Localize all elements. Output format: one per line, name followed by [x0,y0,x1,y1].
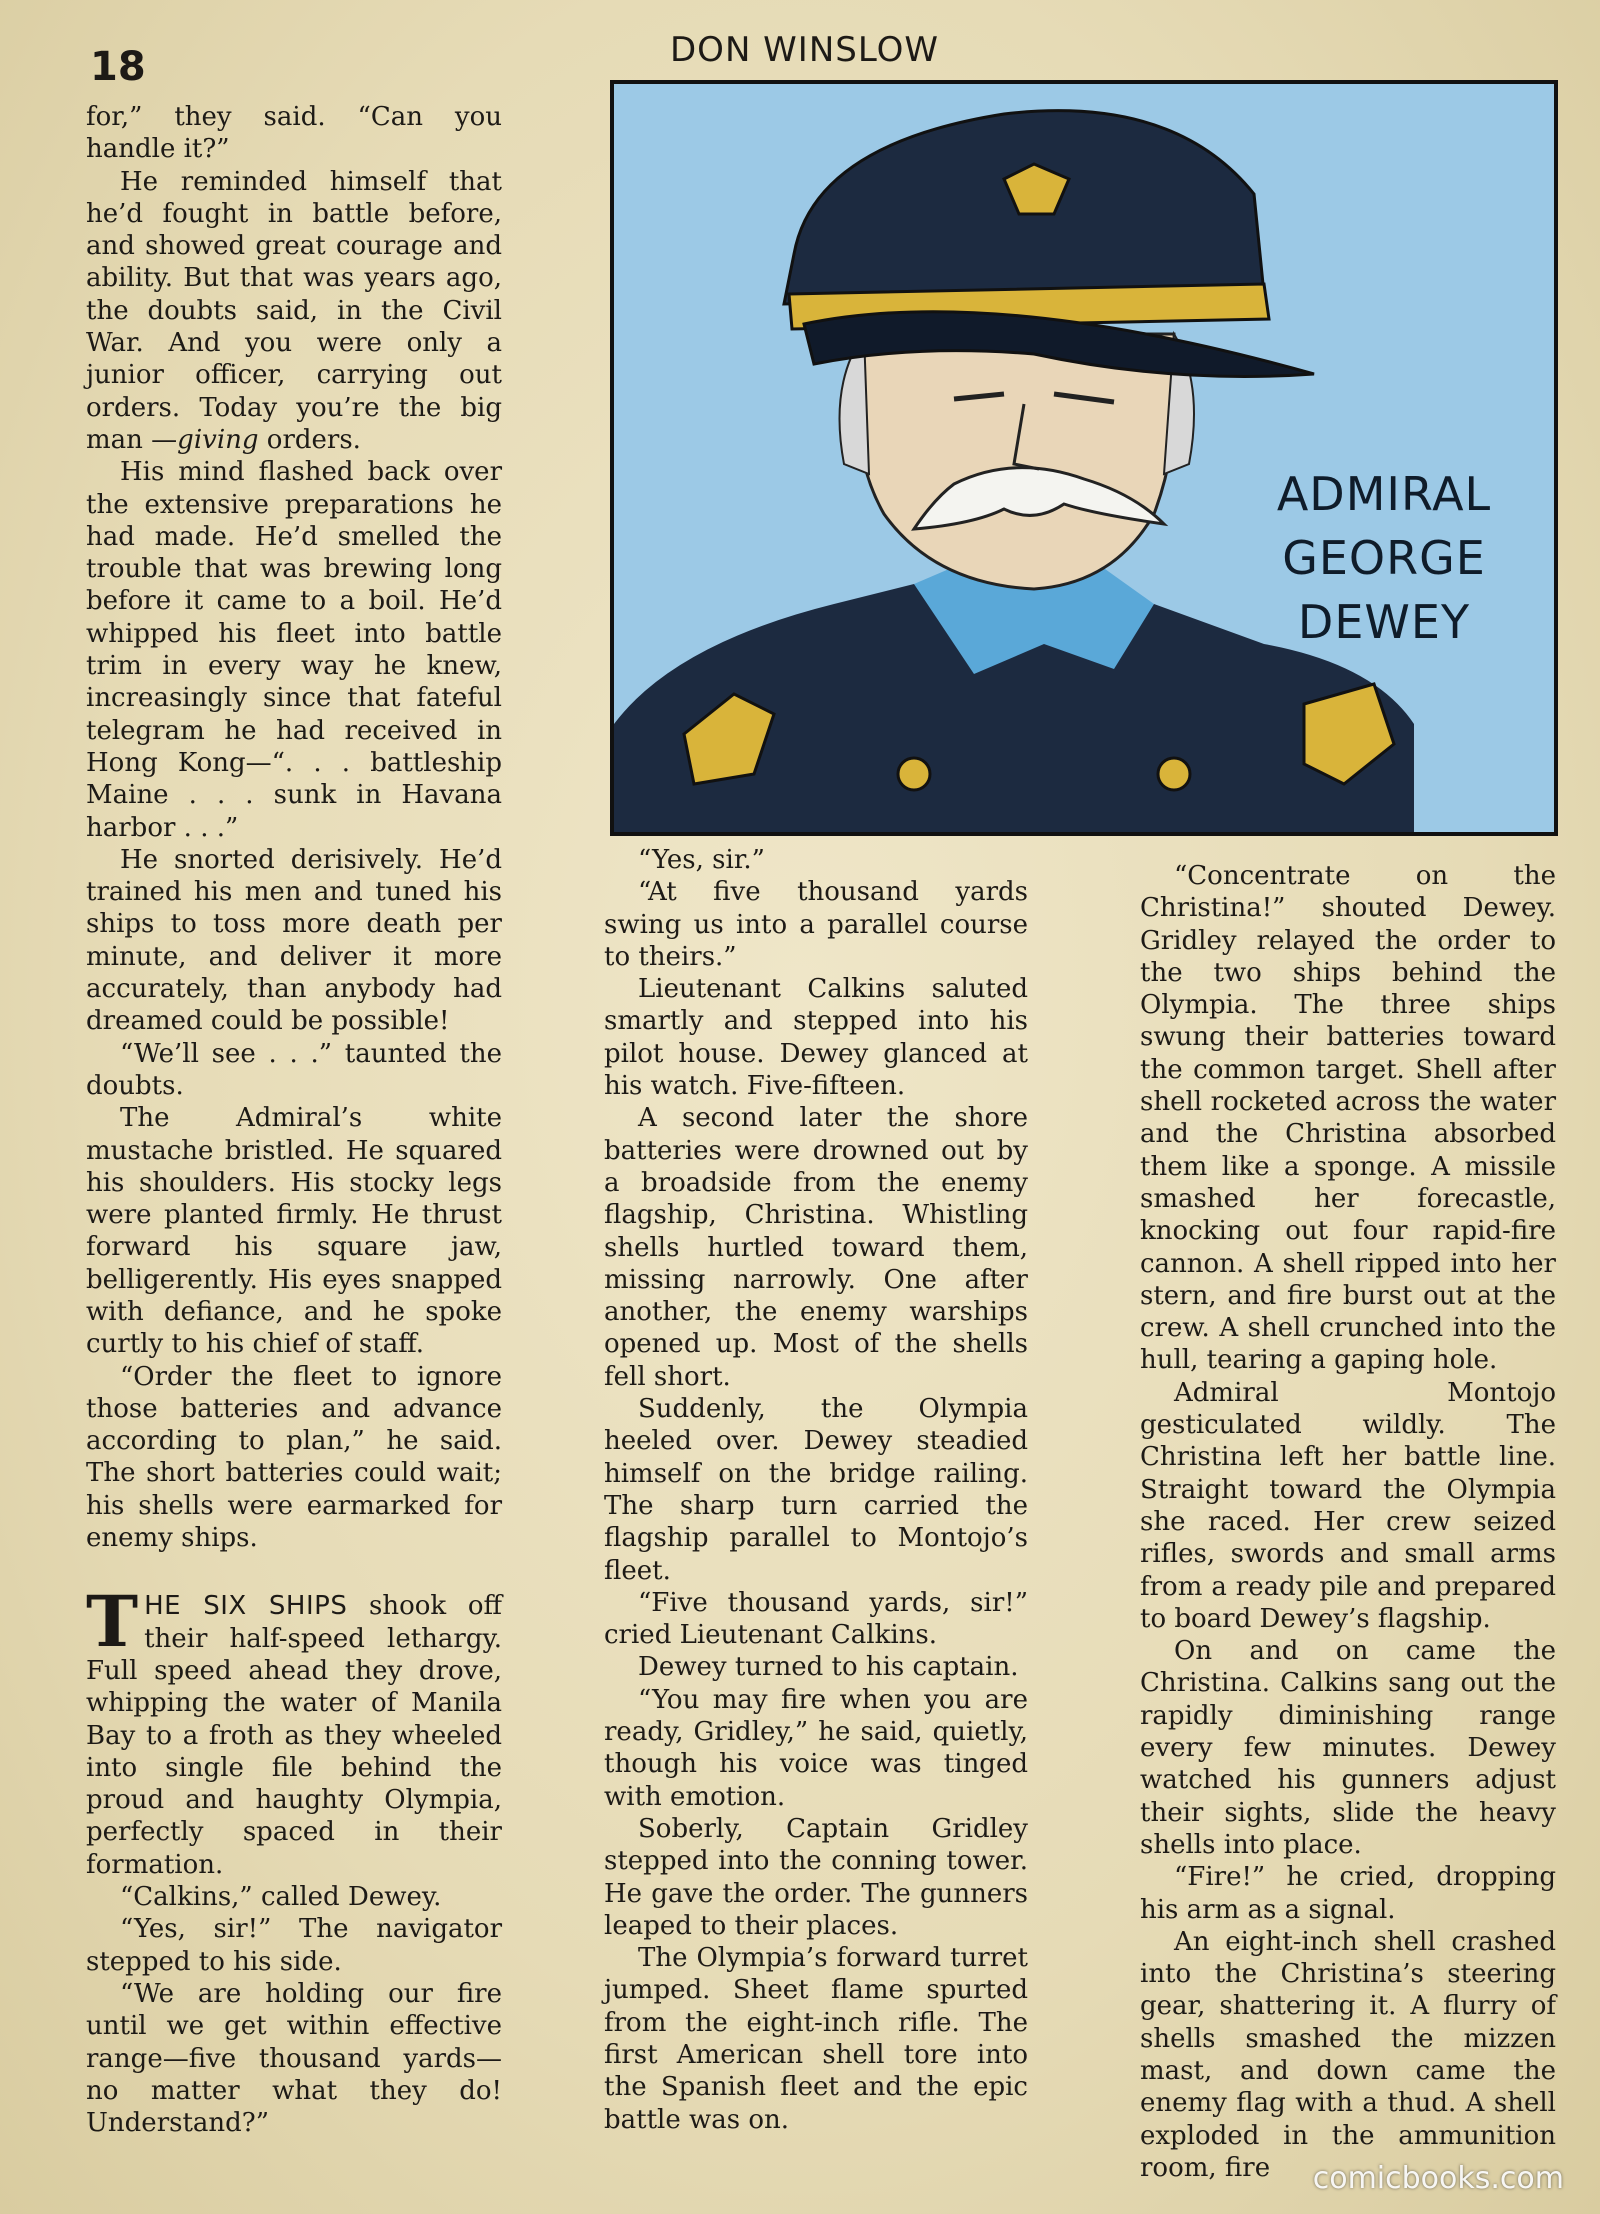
text-column-2 [604,844,1028,2135]
paragraph: Soberly, Captain Gridley stepped into the conning tower. He gave the order. The gunners leaped to their places. [604,1813,1028,1941]
paragraph: The Admiral’s white mustache bristled. He squared his shoulders. His stocky legs were planted firmly. He thrust forward his square jaw, belligerently. His eyes snapped with defiance, and he spoke curtly to his chief of staff. [86,1103,502,1360]
paragraph: An eight-inch shell crashed into the Christina’s steering gear, shattering it. A flurry of shells smashed the mizzen mast, and down came the enemy flag with a thud. A shell exploded in the ammunition room, fire [1140,1926,1556,2183]
paragraph: Lieutenant Calkins saluted smartly and stepped into his pilot house. Dewey glanced at his watch. Five-fifteen. [604,974,1028,1102]
paragraph: The Olympia’s forward turret jumped. Sheet flame spurted from the eight-inch rifle. The first American shell tore into the Spanish fleet and the epic battle was on. [604,1943,1028,2135]
text-column-1 [86,101,502,2191]
caption-line: GEORGE [1282,531,1486,585]
paragraph: He reminded himself that he’d fought in battle before, and showed great courage and ability. But that was years ago, the doubts said, in the Civil War. And you were only a junior officer, carrying out orders. Today you’re the big man —giving orders. [86,166,502,455]
page-number: 18 [90,44,146,90]
paragraph: “Fire!” he cried, dropping his arm as a signal. [1140,1862,1556,1925]
paragraph: “At five thousand yards swing us into a parallel course to theirs.” [604,877,1028,972]
paragraph: “Concentrate on the Christina!” shouted Dewey. Gridley relayed the order to the two ships behind the Olympia. The three ships swung their batteries toward the common target. Shell after shell rocketed across the water and the Christina absorbed them like a sponge. A missile smashed her forecastle, knocking out four rapid-fire cannon. A shell ripped into her stern, and fire burst out at the crew. A shell crunched into the hull, tearing a gaping hole. [1140,861,1556,1376]
admiral-portrait-illustration [614,84,1554,832]
illustration-panel [610,80,1558,836]
paragraph: A second later the shore batteries were drowned out by a broadside from the enemy flagship, Christina. Whistling shells hurtled toward them, missing narrowly. One after another, the enemy warships opened up. Most of the shells fell short. [604,1103,1028,1392]
caption-line: ADMIRAL [1276,467,1492,521]
paragraph: Suddenly, the Olympia heeled over. Dewey steadied himself on the bridge railing. The sharp turn carried the flagship parallel to Montojo’s fleet. [604,1394,1028,1586]
section-break [86,1554,502,1590]
paragraph: Admiral Montojo gesticulated wildly. The Christina left her battle line. Straight toward the Olympia she raced. Her crew seized rifles, swords and small arms from a ready pile and prepared to board Dewey’s flagship. [1140,1377,1556,1634]
site-watermark: comicbooks.com [1312,2161,1564,2196]
paragraph: “Calkins,” called Dewey. [120,1882,442,1913]
paragraph: On and on came the Christina. Calkins sang out the rapidly diminishing range every few minutes. Dewey watched his gunners adjust their sights, slide the heavy shells into place. [1140,1636,1556,1860]
section-opening-paragraph: THE SIX SHIPS shook off their half-speed lethargy. Full speed ahead they drove, whipping the water of Manila Bay to a froth as they wheeled into single file behind the proud and haughty Olympia, perfectly spaced in their formation. [86,1580,502,1880]
caption-line: DEWEY [1297,595,1471,649]
paragraph: “Order the fleet to ignore those batteries and advance according to plan,” he said. The short batteries could wait; his shells were earmarked for enemy ships. [86,1361,502,1554]
paragraph: “You may fire when you are ready, Gridley,” he said, quietly, though his voice was tinged with emotion. [604,1684,1028,1812]
paragraph: “We’ll see . . .” taunted the doubts. [86,1038,502,1101]
running-head: DON WINSLOW [670,30,939,70]
illustration-caption [1274,462,1494,654]
paragraph: “We are holding our fire until we get within effective range—five thousand yards—no matter what they do! Understand?” [86,1978,502,2139]
paragraph: “Five thousand yards, sir!” cried Lieutenant Calkins. [604,1587,1028,1651]
paragraph: for,” they said. “Can you handle it?” [86,102,502,165]
section-lead-caps: HE SIX SHIPS [144,1591,348,1622]
paragraph: Dewey turned to his captain. [638,1652,1019,1683]
drop-cap: T [86,1580,139,1664]
paragraph: His mind flashed back over the extensive preparations he had made. He’d smelled the trouble that was brewing long before it came to a boil. He’d whipped his fleet into battle trim in every way he knew, increasingly since that fateful telegram he had received in Hong Kong—“. . . battleship Maine . . . sunk in Havana harbor . . .” [86,457,502,843]
paragraph: “Yes, sir.” [638,845,765,875]
paragraph: He snorted derisively. He’d trained his men and tuned his ships to toss more death per minute, and deliver it more accurately, than anybody had dreamed could be possible! [86,844,502,1037]
paragraph: “Yes, sir!” The navigator stepped to his side. [86,1914,502,1977]
